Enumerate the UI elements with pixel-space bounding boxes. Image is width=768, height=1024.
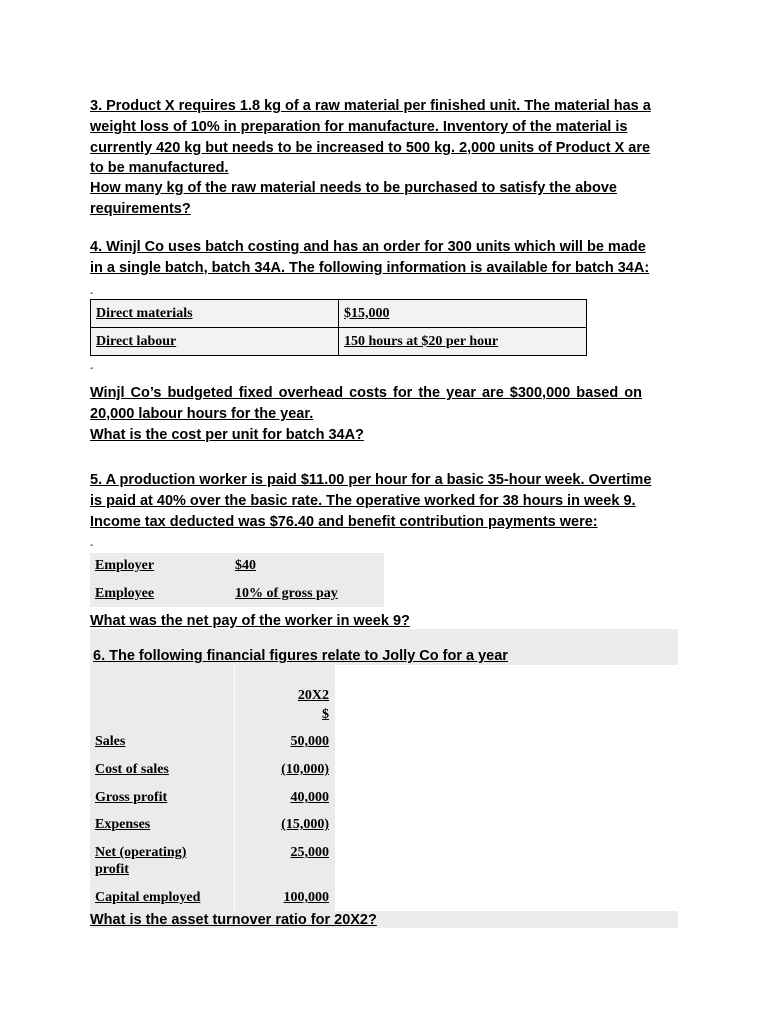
table-cell-label: Direct materials — [91, 300, 339, 328]
q5-question-line: What was the net pay of the worker in week 9? — [90, 613, 410, 629]
table-cell-value: $40 — [235, 558, 256, 573]
row-label-capital-employed: Capital employed — [95, 890, 201, 905]
table-cell-value: 150 hours at $20 per hour — [339, 328, 587, 356]
table-cell-label: Employee — [95, 586, 155, 601]
table-row — [91, 328, 587, 356]
question-6-title — [93, 646, 678, 667]
row-label-expenses: Expenses — [95, 817, 151, 832]
row-value-capital-employed: 100,000 — [283, 890, 329, 905]
q3-line: 3. Product X requires 1.8 kg of a raw material per finished unit. The material has a — [90, 98, 651, 114]
q5-line: Income tax deducted was $76.40 and benefit contribution payments were: — [90, 514, 598, 530]
q4-line: 20,000 labour hours for the year. — [90, 406, 314, 422]
q6-title: 6. The following financial figures relate to Jolly Co for a year — [93, 648, 508, 664]
q4-line: in a single batch, batch 34A. The following information is available for batch 34A: — [90, 260, 650, 276]
q5-line: is paid at 40% over the basic rate. The operative worked for 38 hours in week 9. — [90, 493, 636, 509]
q3-line: to be manufactured. — [90, 160, 229, 176]
table-cell-value: 10% of gross pay — [235, 586, 338, 601]
row-value-cost-of-sales: (10,000) — [281, 762, 329, 777]
paragraph-mark: - — [90, 363, 94, 374]
q6-question-line: What is the asset turnover ratio for 20X2? — [90, 912, 377, 928]
row-label-net-operating-profit: Net (operating) — [95, 845, 187, 860]
q3-line: currently 420 kg but needs to be increased to 500 kg. 2,000 units of Product X are — [90, 140, 651, 156]
table-cell-value: $15,000 — [339, 300, 587, 328]
question-6-question — [90, 911, 678, 930]
question-4-overhead — [90, 383, 678, 446]
q4-line: 4. Winjl Co uses batch costing and has an order for 300 units which will be made — [90, 239, 646, 255]
row-label-gross-profit: Gross profit — [95, 790, 168, 805]
row-label-net-operating-profit-line2: profit — [95, 862, 129, 877]
q5-line: 5. A production worker is paid $11.00 per hour for a basic 35-hour week. Overtime — [90, 472, 652, 488]
table-cell-label: Employer — [95, 558, 155, 573]
row-value-net-operating-profit: 25,000 — [290, 845, 329, 860]
row-label-cost-of-sales: Cost of sales — [95, 762, 169, 777]
table-row — [91, 300, 587, 328]
column-header-unit: $ — [322, 707, 329, 722]
row-label-sales: Sales — [95, 734, 126, 749]
paragraph-mark: - — [90, 288, 94, 299]
q4-line: Winjl Co’s budgeted fixed overhead costs for the year are $300,000 based on — [90, 385, 642, 401]
row-value-gross-profit: 40,000 — [290, 790, 329, 805]
q3-question-line: How many kg of the raw material needs to be purchased to satisfy the above — [90, 180, 617, 196]
row-value-sales: 50,000 — [290, 734, 329, 749]
question-5-intro — [90, 470, 678, 533]
column-header-year: 20X2 — [297, 688, 329, 703]
question-4-intro — [90, 237, 678, 279]
batch-cost-table — [90, 299, 587, 356]
row-value-expenses: (15,000) — [281, 817, 329, 832]
q3-line: weight loss of 10% in preparation for manufacture. Inventory of the material is — [90, 119, 628, 135]
q3-question-line: requirements? — [90, 201, 191, 217]
paragraph-mark: - — [90, 540, 94, 551]
q4-question-line: What is the cost per unit for batch 34A? — [90, 427, 364, 443]
question-3 — [90, 96, 678, 220]
table-cell-label: Direct labour — [91, 328, 339, 356]
